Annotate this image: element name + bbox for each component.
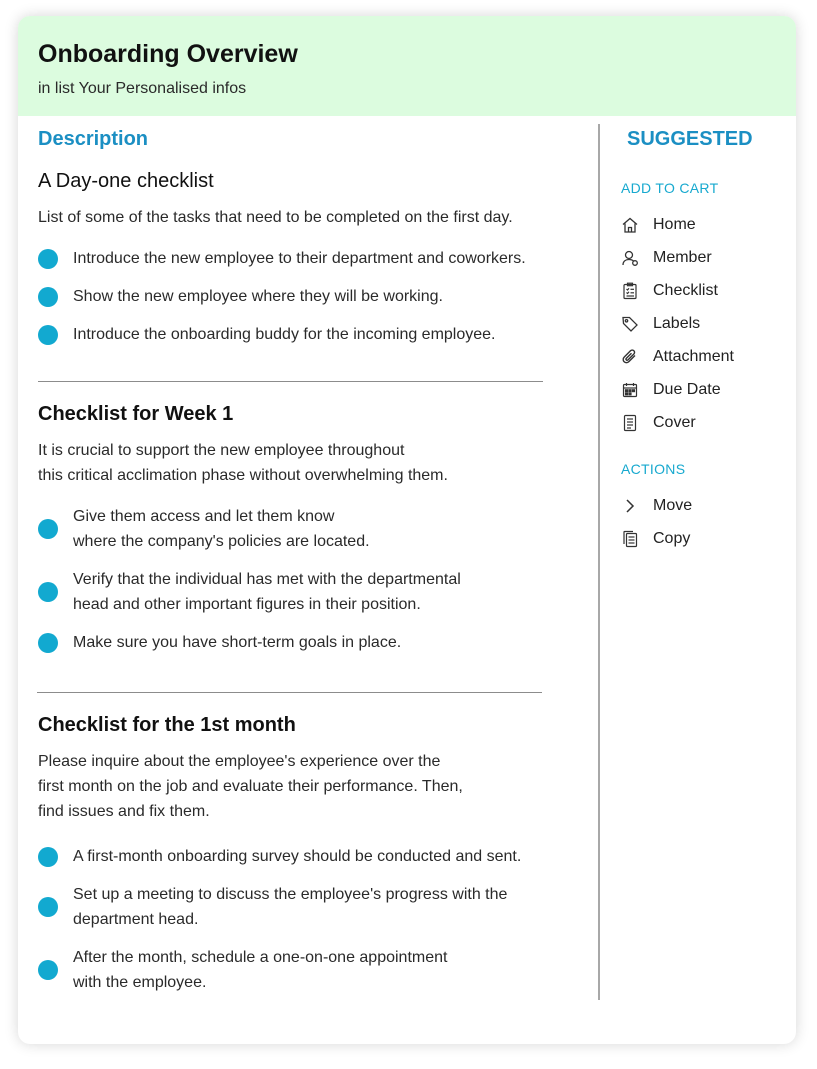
tag-icon: [621, 315, 639, 333]
home-icon: [621, 216, 639, 234]
checklist-item-text: Set up a meeting to discuss the employee's progress with the department head.: [73, 886, 508, 928]
section-title: Checklist for the 1st month: [38, 714, 296, 736]
sidebar-item-checklist[interactable]: [621, 282, 718, 300]
checklist-item[interactable]: [38, 882, 608, 932]
sidebar-item-label: Copy: [653, 530, 691, 547]
calendar-icon: [621, 381, 639, 399]
add-to-cart-group-label: ADD TO CART: [621, 180, 719, 196]
checklist-item-text: Verify that the individual has met with the departmental head and other important figures in their position.: [73, 571, 461, 613]
sidebar-item-labels[interactable]: [621, 315, 700, 333]
section-intro: List of some of the tasks that need to be completed on the first day.: [38, 209, 513, 226]
sidebar-item-label: Attachment: [653, 348, 734, 365]
checklist: [38, 504, 608, 655]
checklist-item-text: Give them access and let them know where the company's policies are located.: [73, 508, 370, 550]
checklist-item[interactable]: [38, 504, 608, 554]
member-icon: [621, 249, 639, 267]
checklist-item[interactable]: [38, 567, 608, 617]
bullet-icon: [38, 897, 58, 917]
checklist-item[interactable]: [38, 630, 608, 655]
checklist-item[interactable]: [38, 844, 608, 869]
sidebar-item-label: Home: [653, 216, 696, 233]
section-intro: Please inquire about the employee's experience over the first month on the job and evaluate their performance. Then, find issues and fix them.: [38, 753, 463, 820]
sidebar-item-home[interactable]: [621, 216, 696, 234]
checklist-item-text: After the month, schedule a one-on-one appointment with the employee.: [73, 949, 448, 991]
checklist: [38, 246, 608, 347]
sidebar-item-label: Move: [653, 497, 693, 514]
checklist: [38, 844, 608, 995]
cover-icon: [621, 414, 639, 432]
bullet-icon: [38, 325, 58, 345]
checklist-item-text: Introduce the new employee to their department and coworkers.: [73, 250, 526, 267]
checklist-item[interactable]: [38, 322, 608, 347]
checklist-item-text: Introduce the onboarding buddy for the incoming employee.: [73, 326, 496, 343]
bullet-icon: [38, 960, 58, 980]
bullet-icon: [38, 287, 58, 307]
bullet-icon: [38, 633, 58, 653]
checklist-item[interactable]: [38, 284, 608, 309]
bullet-icon: [38, 519, 58, 539]
sidebar-item-attachment[interactable]: [621, 348, 734, 366]
bullet-icon: [38, 249, 58, 269]
section-week-one: [38, 403, 608, 655]
paperclip-icon: [621, 348, 639, 366]
checklist-item-text: Show the new employee where they will be working.: [73, 288, 443, 305]
page-subtitle: in list Your Personalised infos: [38, 80, 247, 97]
sidebar-item-label: Member: [653, 249, 712, 266]
copy-icon: [621, 530, 639, 548]
section-intro: It is crucial to support the new employee throughout this critical acclimation phase without overwhelming them.: [38, 442, 448, 484]
sidebar-item-label: Due Date: [653, 381, 721, 398]
sidebar-item-copy[interactable]: [621, 530, 690, 548]
sidebar-item-move[interactable]: [621, 497, 692, 515]
bullet-icon: [38, 847, 58, 867]
bullet-icon: [38, 582, 58, 602]
sidebar-item-due-date[interactable]: [621, 381, 721, 399]
actions-group-label: ACTIONS: [621, 461, 686, 477]
onboarding-card: [18, 16, 796, 1044]
page-title: Onboarding Overview: [38, 40, 298, 68]
card-header: [18, 16, 796, 116]
section-divider: [37, 692, 542, 693]
checklist-item-text: A first-month onboarding survey should be conducted and sent.: [73, 848, 522, 865]
sidebar-item-cover[interactable]: [621, 414, 696, 432]
checklist-item-text: Make sure you have short-term goals in place.: [73, 634, 402, 651]
chevron-right-icon: [621, 497, 639, 515]
section-title: A Day-one checklist: [38, 170, 214, 192]
checklist-item[interactable]: [38, 945, 608, 995]
sidebar-item-label: Cover: [653, 414, 696, 431]
suggested-heading: SUGGESTED: [627, 128, 753, 150]
column-divider: [598, 124, 600, 1000]
section-title: Checklist for Week 1: [38, 403, 234, 425]
sidebar-item-label: Labels: [653, 315, 701, 332]
sidebar-item-label: Checklist: [653, 282, 718, 299]
sidebar-item-member[interactable]: [621, 249, 712, 267]
section-day-one: [38, 170, 608, 347]
description-heading: Description: [38, 128, 149, 150]
section-first-month: [38, 714, 608, 995]
checklist-icon: [621, 282, 639, 300]
checklist-item[interactable]: [38, 246, 608, 271]
section-divider: [38, 381, 543, 382]
